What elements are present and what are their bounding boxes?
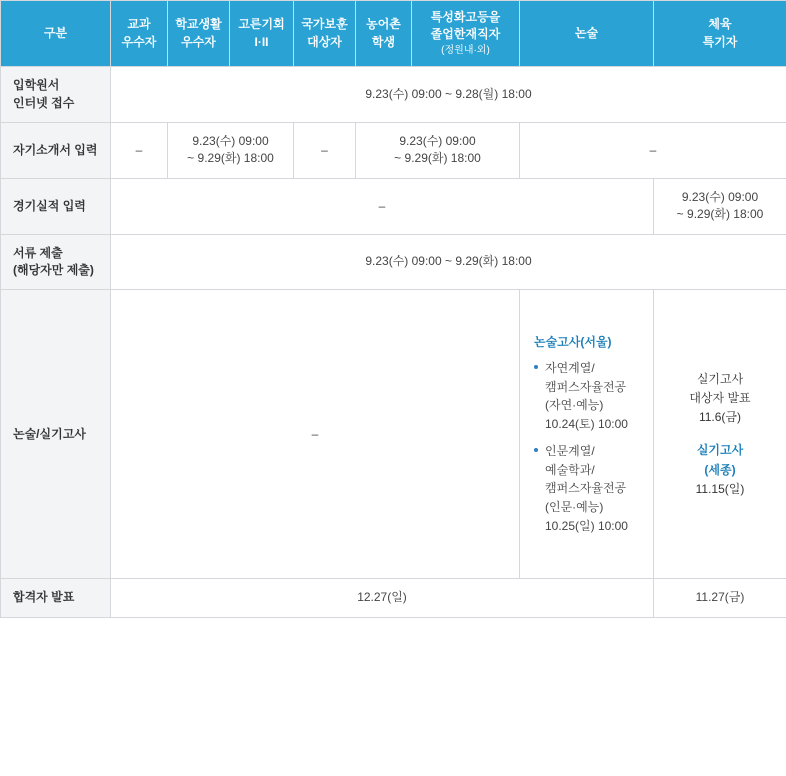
table-row xyxy=(1,579,786,617)
cell-document-submission-period: 9.23(수) 09:00 ~ 9.29(화) 18:00 xyxy=(111,234,786,290)
essay-exam-list xyxy=(534,359,643,535)
column-header-school-life-excellent: 학교생활 우수자 xyxy=(168,1,230,67)
row-header-self-introduction: 자기소개서 입력 xyxy=(1,123,111,179)
table-row xyxy=(1,290,786,579)
cell-self-intro-merit: – xyxy=(294,123,356,179)
practical-exam-candidates-block: 실기고사 대상자 발표 11.6(금) xyxy=(689,371,751,425)
list-item: 자연계열/ 캠퍼스자율전공 (자연·예능) 10.24(토) 10:00 xyxy=(534,359,643,433)
practical-exam-sejong-block: 실기고사 (세종) 11.15(일) xyxy=(695,443,745,496)
table-row xyxy=(1,178,786,234)
row-header-match-record: 경기실적 입력 xyxy=(1,178,111,234)
cell-result-general: 12.27(일) xyxy=(111,579,654,617)
cell-practical-exam-detail xyxy=(654,290,786,579)
row-header-result-announcement: 합격자 발표 xyxy=(1,579,111,617)
cell-result-sports: 11.27(금) xyxy=(654,579,786,617)
list-item: 인문계열/ 예술학과/ 캠퍼스자율전공 (인문·예능) 10.25(일) 10:00 xyxy=(534,442,643,535)
column-header-equal-opportunity: 고른기회 I·II xyxy=(230,1,294,67)
cell-self-intro-rural: 9.23(수) 09:00 ~ 9.29(화) 18:00 xyxy=(356,123,520,179)
cell-self-intro-schoollife: 9.23(수) 09:00 ~ 9.29(화) 18:00 xyxy=(168,123,294,179)
column-header-subject-excellent: 교과 우수자 xyxy=(111,1,168,67)
table-row xyxy=(1,67,786,123)
table-body xyxy=(1,67,786,618)
column-header-athletic-talent: 체육 특기자 xyxy=(654,1,786,67)
column-header-vocational-worker: 특성화고등을 졸업한재직자 (정원내·외) xyxy=(412,1,520,67)
cell-match-record-sports: 9.23(수) 09:00 ~ 9.29(화) 18:00 xyxy=(654,178,786,234)
cell-exam-na: – xyxy=(111,290,520,579)
cell-application-period: 9.23(수) 09:00 ~ 9.28(월) 18:00 xyxy=(111,67,786,123)
cell-essay-exam-detail xyxy=(520,290,654,579)
column-header-rural-student: 농어촌 학생 xyxy=(356,1,412,67)
cell-self-intro-essay-sports: – xyxy=(520,123,786,179)
column-header-essay: 논술 xyxy=(520,1,654,67)
header-row xyxy=(1,1,786,67)
cell-match-record-na: – xyxy=(111,178,654,234)
table-header xyxy=(1,1,786,67)
table-row xyxy=(1,123,786,179)
table-row xyxy=(1,234,786,290)
column-header-national-merit: 국가보훈 대상자 xyxy=(294,1,356,67)
row-header-application: 입학원서 인터넷 접수 xyxy=(1,67,111,123)
cell-self-intro-subject: – xyxy=(111,123,168,179)
row-header-document-submission: 서류 제출 (해당자만 제출) xyxy=(1,234,111,290)
row-header-essay-practical-exam: 논술/실기고사 xyxy=(1,290,111,579)
essay-exam-title: 논술고사(서울) xyxy=(534,334,612,349)
column-header-division: 구분 xyxy=(1,1,111,67)
